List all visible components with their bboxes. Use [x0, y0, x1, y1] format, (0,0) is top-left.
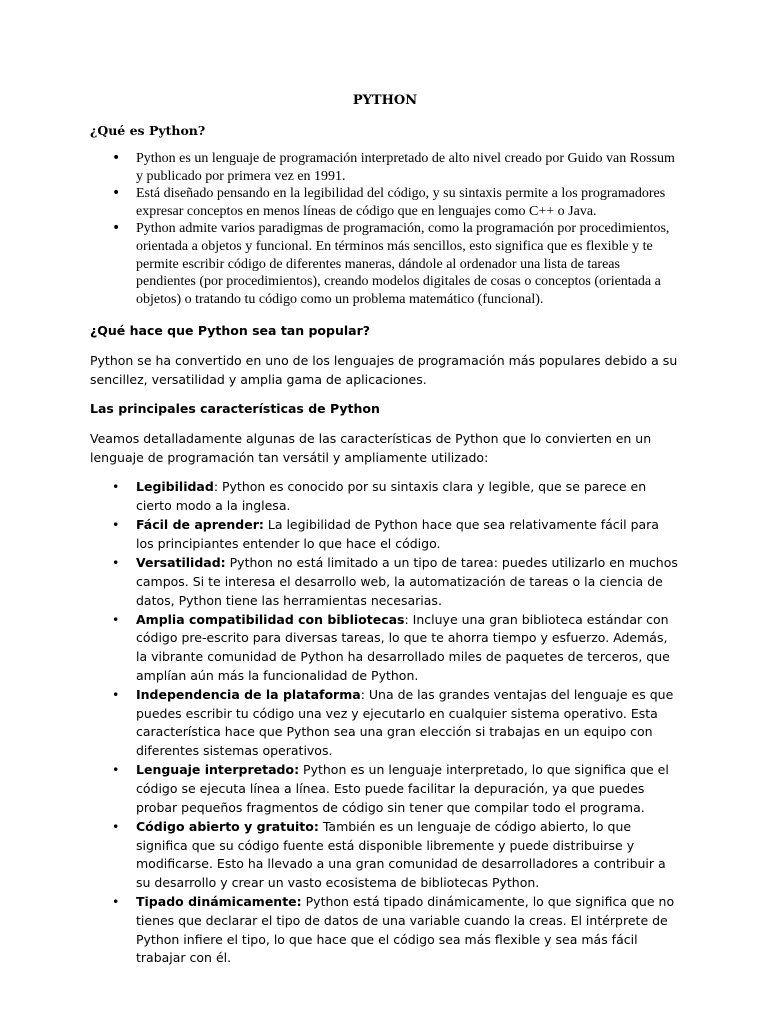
bullet-icon: •	[112, 479, 120, 495]
section-heading-features: Las principales características de Python	[90, 401, 380, 417]
feature-list	[90, 478, 680, 968]
list-item	[112, 761, 680, 817]
list-item: • Python admite varios paradigmas de programación, como la programación por procedimientos, orientada a objetos y funcional. En términos más sencillos, esto significa que es flexible y te permite escribir código de diferentes maneras, dándole al ordenador una lista de tareas pendientes (por procedimientos), creando modelos digitales de cosas o conceptos (orientada a objetos) o tratando tu código como un problema matemático (funcional).	[112, 220, 670, 307]
list-item: • Está diseñado pensando en la legibilidad del código, y su sintaxis permite a los programadores expresar conceptos en menos líneas de código que en lenguajes como C++ o Java.	[112, 185, 666, 219]
feature-text: Python no está limitado a un tipo de tarea: puedes utilizarlo en muchos campos. Si te interesa el desarrollo web, la automatización de tareas o la ciencia de datos, Python tiene las herramientas necesarias.	[136, 555, 678, 608]
bullet-icon: •	[112, 894, 120, 910]
feature-text: La legibilidad de Python hace que sea relativamente fácil para los principiantes entender lo que hace el código.	[136, 517, 659, 551]
feature-text: Python está tipado dinámicamente, lo que significa que no tienes que declarar el tipo de datos de una variable cuando la creas. El intérprete de Python infiere el tipo, lo que hace que el código sea más flexible y sea más fácil trabajar con él.	[136, 894, 675, 966]
feature-term: Código abierto y gratuito:	[136, 819, 319, 834]
bullet-icon: •	[112, 611, 120, 627]
bullet-list-what-is-python	[90, 150, 680, 308]
feature-term: Versatilidad:	[136, 555, 226, 571]
list-item	[112, 611, 680, 686]
feature-term: Tipado dinámicamente:	[136, 894, 302, 910]
list-item	[112, 818, 680, 893]
bullet-icon: •	[112, 762, 120, 778]
list-item	[112, 686, 680, 761]
feature-term: Independencia de la plataforma	[136, 687, 361, 703]
section-heading-popularity: ¿Qué hace que Python sea tan popular?	[90, 323, 370, 339]
bullet-icon: •	[112, 819, 120, 834]
document-page	[90, 92, 680, 969]
feature-text: : Una de las grandes ventajas del lenguaje es que puedes escribir tu código una vez y ejecutarlo en cualquier sistema operativo. Esta característica hace que Python sea una gran elección si trabajas en un equipo con diferentes sistemas operativos.	[136, 687, 674, 759]
feature-term: Legibilidad	[136, 479, 214, 495]
feature-text: También es un lenguaje de código abierto, lo que significa que su código fuente está disponible libremente y puede distribuirse y modificarse. Esto ha llevado a una gran comunidad de desarrolladores a contribuir a su desarrollo y crear un vasto ecosistema de bibliotecas Python.	[136, 819, 666, 891]
bullet-icon: •	[112, 687, 120, 703]
list-item	[112, 893, 680, 968]
bullet-icon: •	[112, 517, 120, 533]
paragraph-popularity: Python se ha convertido en uno de los lenguajes de programación más populares debido a su sencillez, versatilidad y amplia gama de aplicaciones.	[90, 353, 678, 388]
bullet-icon: •	[112, 185, 121, 202]
document-title: PYTHON	[352, 93, 418, 108]
list-item	[112, 478, 680, 515]
section-heading-what-is-python: ¿Qué es Python?	[90, 123, 206, 138]
bullet-icon: •	[112, 220, 121, 237]
bullet-icon: •	[112, 150, 121, 166]
list-item	[112, 554, 680, 610]
feature-term: Lenguaje interpretado:	[136, 762, 300, 778]
list-item: • Python es un lenguaje de programación interpretado de alto nivel creado por Guido van Rossum y publicado por primera vez en 1991.	[112, 150, 675, 184]
feature-text: Python es un lenguaje interpretado, lo que significa que el código se ejecuta línea a línea. Esto puede facilitar la depuración, ya que puedes probar pequeños fragmentos de código sin tener que compilar todo el programa.	[136, 762, 669, 815]
list-item	[112, 516, 680, 553]
paragraph-features-intro: Veamos detalladamente algunas de las características de Python que lo convierten en un lenguaje de programación tan versátil y ampliamente utilizado:	[90, 431, 652, 466]
feature-term: Fácil de aprender:	[136, 517, 264, 533]
feature-text: : Python es conocido por su sintaxis clara y legible, que se parece en cierto modo a la inglesa.	[136, 479, 647, 514]
bullet-icon: •	[112, 555, 120, 571]
feature-term: Amplia compatibilidad con bibliotecas	[136, 611, 405, 627]
feature-text: : Incluye una gran biblioteca estándar con código pre-escrito para diversas tareas, lo que te ahorra tiempo y esfuerzo. Además, la vibrante comunidad de Python ha desarrollado miles de paquetes de terceros, que amplían aún más la funcionalidad de Python.	[136, 611, 670, 683]
